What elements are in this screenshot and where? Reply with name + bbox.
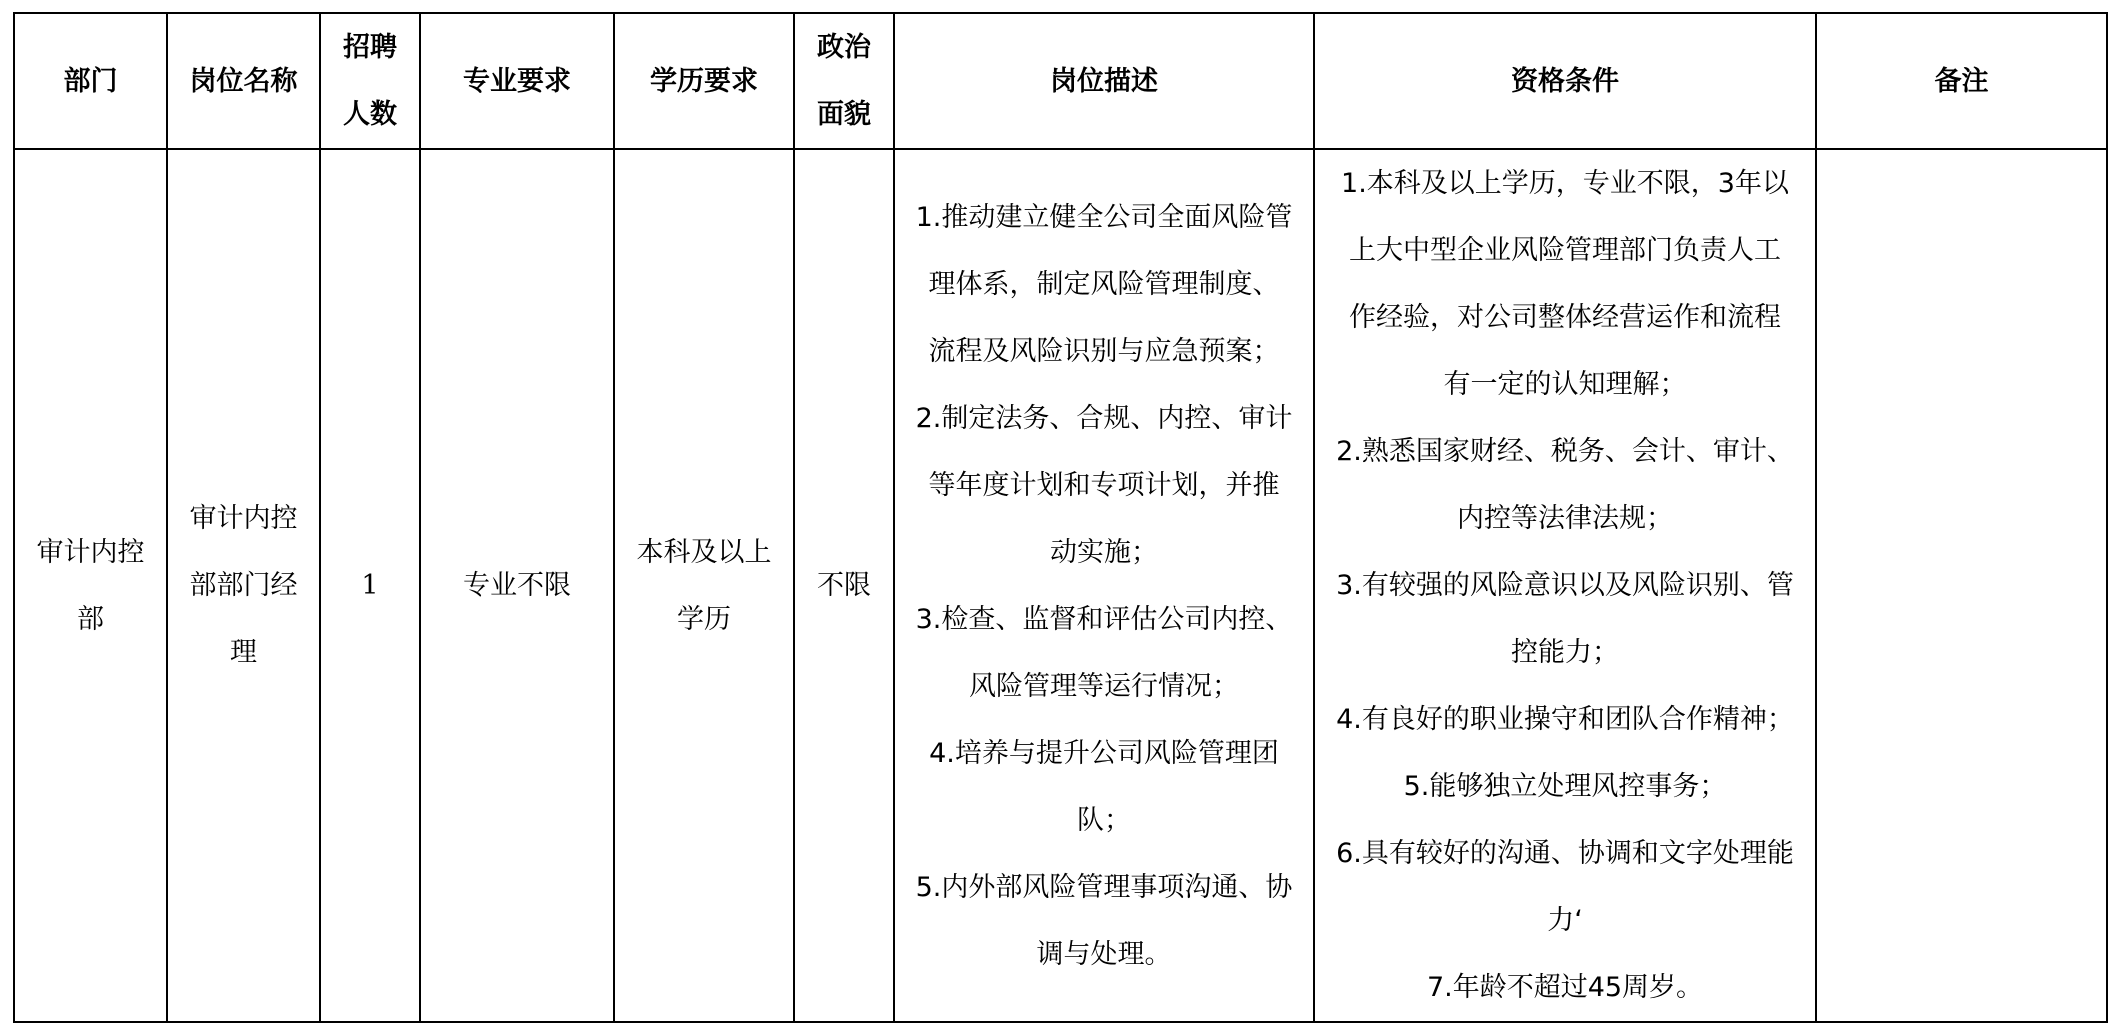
header-department: 部门 <box>14 13 167 149</box>
header-remarks: 备注 <box>1816 13 2107 149</box>
header-education: 学历要求 <box>614 13 794 149</box>
cell-political: 不限 <box>794 149 894 1022</box>
header-qualifications: 资格条件 <box>1314 13 1816 149</box>
header-row <box>14 13 2107 149</box>
header-major: 专业要求 <box>420 13 614 149</box>
cell-headcount: 1 <box>320 149 420 1022</box>
cell-remarks <box>1816 149 2107 1022</box>
header-political: 政治 面貌 <box>794 13 894 149</box>
table-row <box>14 149 2107 1022</box>
cell-description: 1.推动建立健全公司全面风险管 理体系，制定风险管理制度、 流程及风险识别与应急预案； 2.制定法务、合规、内控、审计 等年度计划和专项计划，并推 动实施； 3.检查、监督和评估公司内控、 风险管理等运行情况； 4.培养与提升公司风险管理团 队； 5.内外部风险管理事项沟通、协 调与处理。 <box>894 149 1314 1022</box>
cell-major: 专业不限 <box>420 149 614 1022</box>
cell-education: 本科及以上 学历 <box>614 149 794 1022</box>
cell-qualifications: 1.本科及以上学历，专业不限，3年以 上大中型企业风险管理部门负责人工 作经验，对公司整体经营运作和流程 有一定的认知理解； 2.熟悉国家财经、税务、会计、审计、 内控等法律法规； 3.有较强的风险意识以及风险识别、管 控能力； 4.有良好的职业操守和团队合作精神； 5.能够独立处理风控事务； 6.具有较好的沟通、协调和文字处理能 力‘ 7.年龄不超过45周岁。 <box>1314 149 1816 1022</box>
header-position: 岗位名称 <box>167 13 320 149</box>
cell-position: 审计内控 部部门经 理 <box>167 149 320 1022</box>
cell-department: 审计内控 部 <box>14 149 167 1022</box>
recruitment-table-container <box>13 12 2108 1023</box>
header-description: 岗位描述 <box>894 13 1314 149</box>
header-headcount: 招聘 人数 <box>320 13 420 149</box>
recruitment-table <box>13 12 2108 1023</box>
